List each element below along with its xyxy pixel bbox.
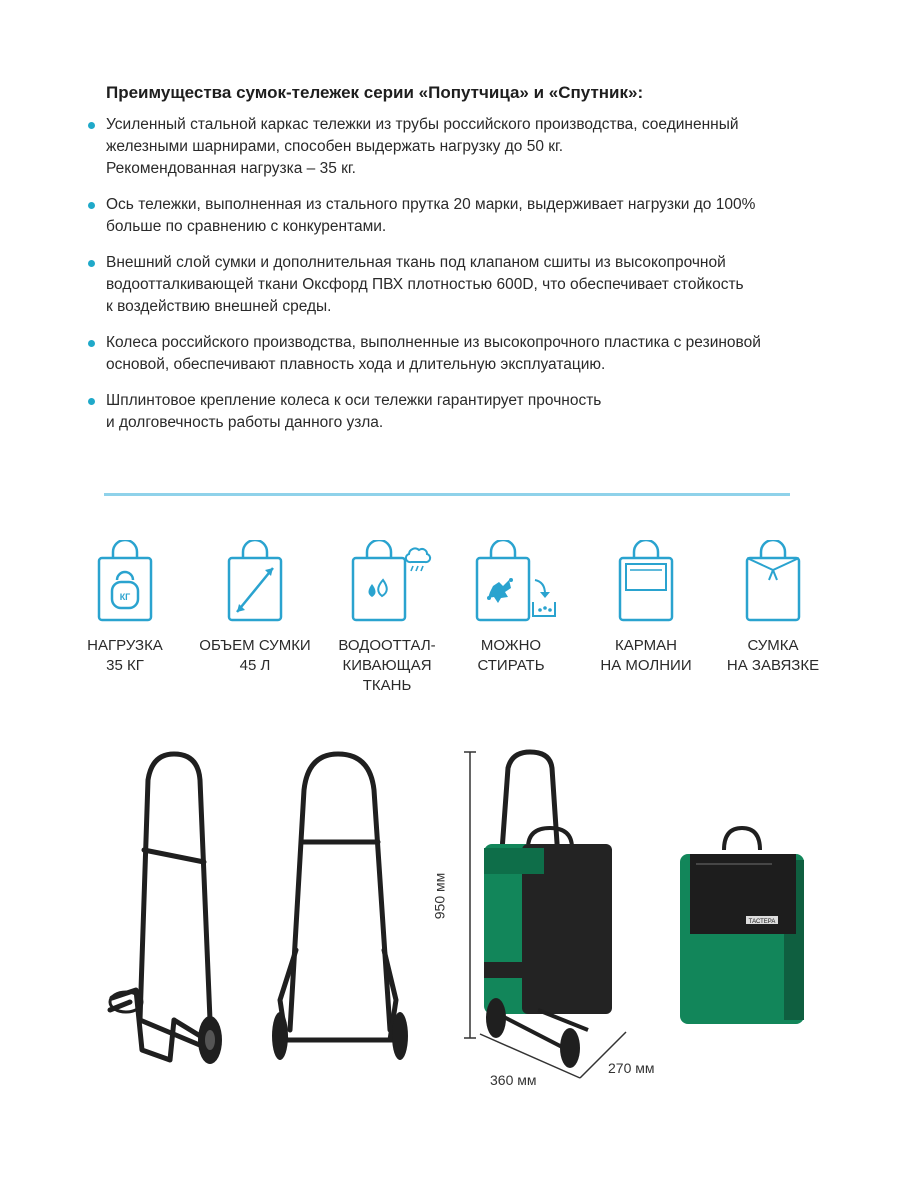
drawstring-bag-icon [733,540,813,624]
bullet-dot-icon [88,122,95,129]
feature-waterproof [322,540,452,696]
bullet-dot-icon [88,202,95,209]
advantage-item: Ось тележки, выполненная из стального прутка 20 марки, выдерживает нагрузки до 100% больше по сравнению с конкурентами. [88,194,808,238]
product-photos [80,740,840,1100]
kettlebell-bag-icon [85,540,165,624]
advantages-list [88,114,808,434]
waterproof-bag-icon [339,540,435,624]
bag-product-image [672,820,812,1040]
bag-volume-icon [215,540,295,624]
feature-label: КАРМАН НА МОЛНИИ [600,637,692,674]
advantage-item: Усиленный стальной каркас тележки из трубы российского производства, соединенный железными шарнирами, способен выдержать нагрузку до 50 кг. Рекомендованная нагрузка – 35 кг. [88,114,808,180]
features-row [60,540,850,710]
trolley-frame-side-image [90,750,230,1080]
trolley-frame-front-image [260,750,420,1080]
trolley-with-bag-image [478,748,618,1078]
zip-pocket-bag-icon [606,540,686,624]
feature-label: МОЖНО СТИРАТЬ [477,637,545,674]
bullet-dot-icon [88,398,95,405]
svg-text:КГ: КГ [119,592,131,602]
height-dimension-line [460,750,480,1040]
advantage-item: Внешний слой сумки и дополнительная ткань под клапаном сшиты из высокопрочной водоотталкивающей ткани Оксфорд ПВХ плотностью 600D, что обеспечивает стойкость к воздействию внешней среды. [88,252,808,318]
height-dimension: 950 мм [431,872,448,920]
feature-load [60,540,190,676]
advantage-item: Шплинтовое крепление колеса к оси тележки гарантирует прочность и долговечность работы данного узла. [88,390,808,434]
feature-volume [190,540,320,676]
feature-label: НАГРУЗКА 35 КГ [87,637,163,674]
feature-washable [446,540,576,676]
feature-drawstring [708,540,838,676]
advantage-item: Колеса российского производства, выполненные из высокопрочного пластика с резиновой основой, обеспечивают плавность хода и длительную эксплуатацию. [88,332,808,376]
brand-label: ТАСТЕРА [748,919,776,925]
section-divider [104,493,790,496]
washable-bag-icon [463,540,559,624]
feature-label: ОБЪЕМ СУМКИ 45 Л [199,637,311,674]
feature-zip-pocket [581,540,711,676]
width-dimension: 360 мм [490,1072,537,1088]
feature-label: ВОДООТТАЛ- КИВАЮЩАЯ ТКАНЬ [338,637,436,694]
bullet-dot-icon [88,340,95,347]
feature-label: СУМКА НА ЗАВЯЗКЕ [726,637,820,674]
bullet-dot-icon [88,260,95,267]
depth-dimension: 270 мм [608,1060,655,1076]
page-heading: Преимущества сумок-тележек серии «Попутчица» и «Спутник»: [106,83,644,102]
